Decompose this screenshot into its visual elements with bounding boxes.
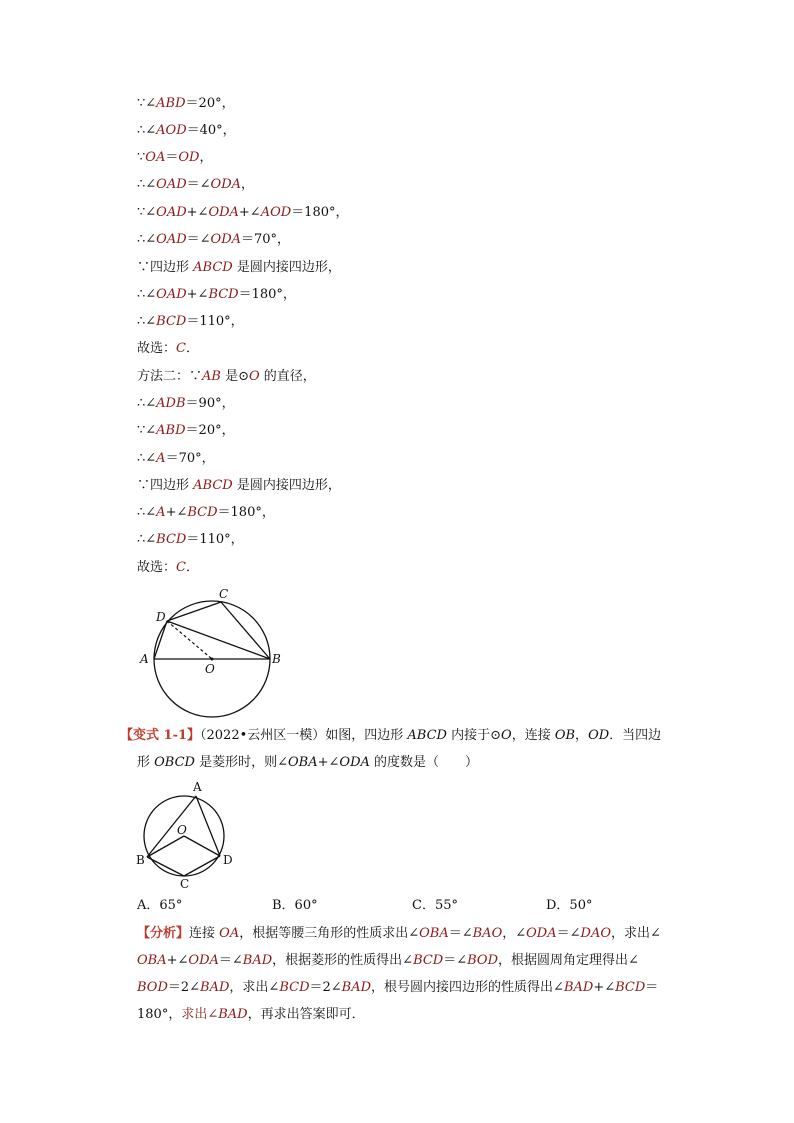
label-b: B	[136, 853, 145, 867]
solution2-line-1: 方法二：∵AB 是⊙O 的直径，	[137, 369, 316, 384]
solution1-line-9: ∴∠BCD＝110°，	[137, 314, 244, 329]
solution1-line-7: ∵四边形 ABCD 是圆内接四边形，	[137, 260, 341, 275]
segment-ob	[147, 836, 184, 857]
center-point	[211, 658, 214, 661]
circle-figure-1	[136, 586, 296, 720]
solution1-line-2: ∴∠AOD＝40°，	[137, 123, 236, 138]
chord-da	[154, 621, 167, 659]
solution2-line-6: ∴∠A+∠BCD＝180°，	[137, 505, 275, 520]
label-o: O	[177, 823, 187, 837]
solution1-line-4: ∴∠OAD＝∠ODA，	[137, 177, 255, 192]
option-d: D．50°	[546, 898, 593, 913]
label-c: C	[219, 587, 229, 601]
solution1-line-3: ∵OA＝OD，	[137, 150, 213, 165]
problem-tag: 【变式 1-1】	[120, 728, 201, 743]
label-d: D	[223, 853, 233, 867]
label-c: C	[180, 877, 190, 890]
solution1-answer: 故选：C．	[137, 341, 199, 356]
option-c: C．55°	[412, 898, 458, 913]
solution1-line-1: ∵∠ABD＝20°，	[137, 96, 235, 111]
analysis: 【分析】连接 OA，根据等腰三角形的性质求出∠OBA＝∠BAO，∠ODA＝∠DAO，求出∠ OBA+∠ODA＝∠BAD，根据菱形的性质得出∠BCD＝∠BOD，根据圆周角定理得出∠ BOD＝2∠BAD，求出∠BCD＝2∠BAD，根号圆内接四边形的性质得出∠BAD+∠BCD＝ 180°，求出∠BAD，再求出答案即可．	[137, 926, 661, 1022]
circle-figure-2	[134, 778, 244, 890]
solution1-line-8: ∴∠OAD+∠BCD＝180°，	[137, 287, 296, 302]
solution2-line-2: ∴∠ADB＝90°，	[137, 396, 235, 411]
segment-od	[184, 836, 220, 856]
label-o: O	[205, 662, 215, 676]
label-a: A	[140, 652, 149, 666]
option-b: B．60°	[272, 898, 318, 913]
analysis-tag: 【分析】	[137, 926, 190, 941]
solution2-line-3: ∵∠ABD＝20°，	[137, 423, 235, 438]
label-a: A	[193, 780, 202, 794]
chord-ab	[147, 796, 196, 857]
dashed-do	[167, 621, 212, 659]
solution2-line-4: ∴∠A＝70°，	[137, 451, 215, 466]
segment-cd	[184, 856, 220, 876]
label-d: D	[156, 610, 166, 624]
chord-ad	[196, 796, 220, 856]
label-b: B	[272, 652, 281, 666]
option-a: A．65°	[137, 898, 183, 913]
solution1-line-5: ∵∠OAD+∠ODA+∠AOD＝180°，	[137, 205, 349, 220]
chord-db	[167, 621, 270, 659]
solution1-line-6: ∴∠OAD＝∠ODA＝70°，	[137, 232, 291, 247]
solution2-answer: 故选：C．	[137, 560, 199, 575]
solution2-line-7: ∴∠BCD＝110°，	[137, 532, 244, 547]
chord-dc	[167, 602, 221, 621]
problem-statement: 【变式 1-1】（2022•云州区一模）如图，四边形 ABCD 内接于⊙O，连接 OB，OD．当四边 形 OBCD 是菱形时，则∠OBA+∠ODA 的度数是（ ）	[120, 728, 662, 770]
segment-bc	[147, 857, 184, 876]
solution2-line-5: ∵四边形 ABCD 是圆内接四边形，	[137, 478, 341, 493]
